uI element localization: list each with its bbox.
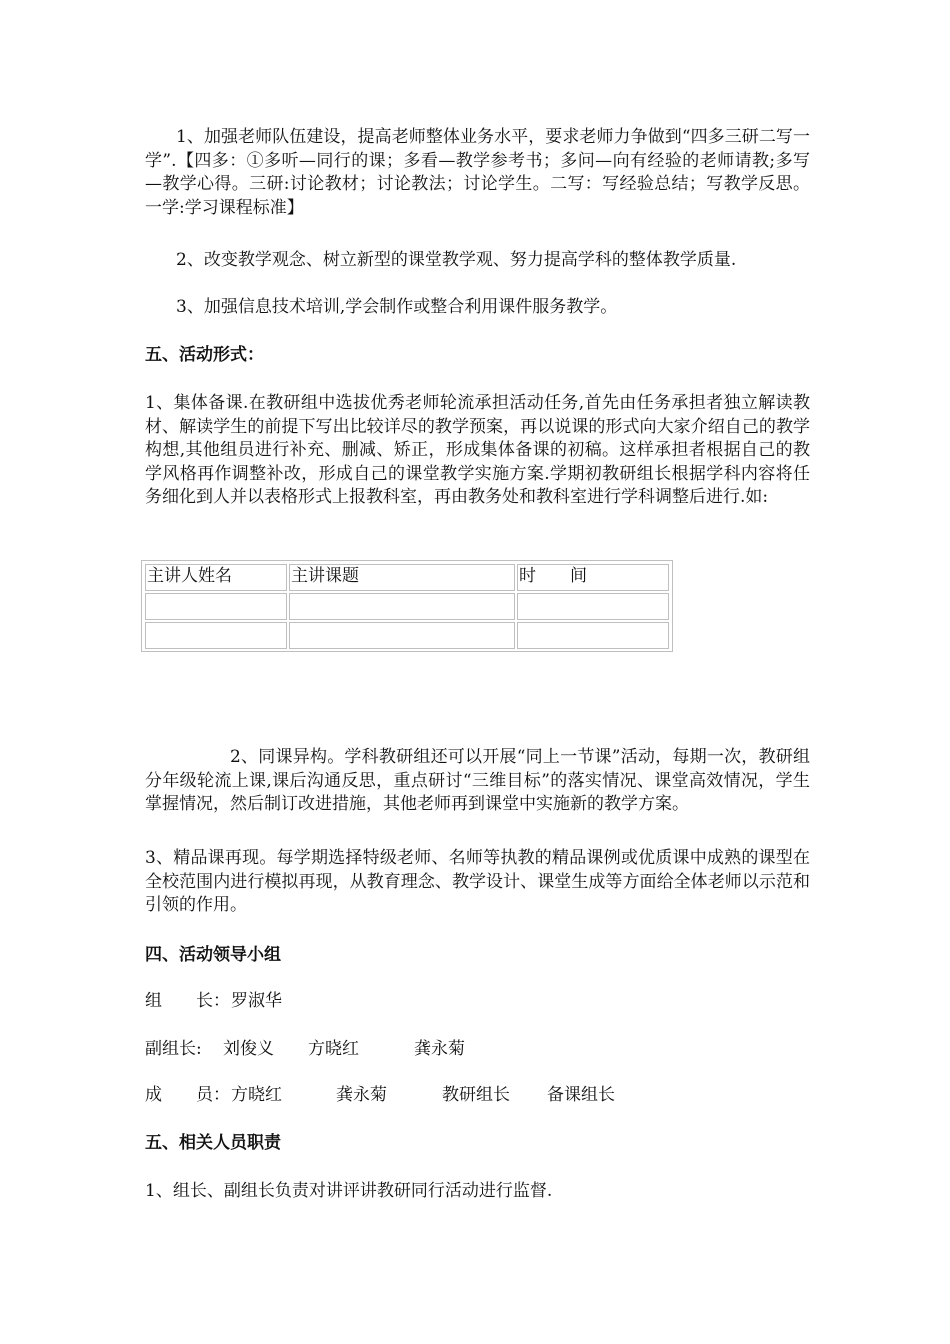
member-name: 备课组长 xyxy=(547,1085,615,1105)
member-name: 教研组长 xyxy=(442,1085,510,1105)
assignment-table xyxy=(141,560,673,652)
table-row xyxy=(145,622,669,649)
deputy-name: 刘俊义 xyxy=(223,1039,274,1059)
table-header-cell: 时 间 xyxy=(517,564,669,591)
table-cell xyxy=(145,593,287,620)
leader-label: 组 长： xyxy=(145,991,230,1011)
heading-responsibilities: 五、相关人员职责 xyxy=(145,1133,281,1153)
deputy-line xyxy=(145,1038,645,1061)
paragraph-collective-lesson-prep: 1、集体备课.在教研组中选拔优秀老师轮流承担活动任务,首先由任务承担者独立解读教材、解读学生的前提下写出比较详尽的教学预案，再以说课的形式向大家介绍自己的教学构想,其他组员进行补充、删减、矫正，形成集体备课的初稿。这样承担者根据自己的教学风格再作调整补改，形成自己的课堂教学实施方案.学期初教研组长根据学科内容将任务细化到人并以表格形式上报教科室，再由教务处和教科室进行学科调整后进行.如: xyxy=(145,393,810,507)
deputy-name: 方晓红 xyxy=(308,1039,359,1059)
paragraph-teaching-concept: 2、改变教学观念、树立新型的课堂教学观、努力提高学科的整体教学质量. xyxy=(176,250,737,270)
leader-name: 罗淑华 xyxy=(231,991,282,1011)
table-cell xyxy=(289,622,515,649)
deputy-label: 副组长: xyxy=(145,1039,202,1059)
paragraph-same-lesson: 2、同课异构。学科教研组还可以开展“同上一节课”活动，每期一次，教研组分年级轮流上课,课后沟通反思，重点研讨“三维目标”的落实情况、课堂高效情况，学生掌握情况，然后制订改进措施，其他老师再到课堂中实施新的教学方案。 xyxy=(145,747,810,814)
table-header-row xyxy=(145,564,669,591)
member-name: 龚永菊 xyxy=(336,1085,387,1105)
heading-activity-forms: 五、活动形式： xyxy=(145,345,264,365)
member-name: 方晓红 xyxy=(231,1085,282,1105)
table-cell xyxy=(517,622,669,649)
table-cell xyxy=(289,593,515,620)
paragraph-it-training: 3、加强信息技术培训,学会制作或整合利用课件服务教学。 xyxy=(176,297,618,317)
table-row xyxy=(145,593,669,620)
leader-line xyxy=(145,990,545,1013)
member-line xyxy=(145,1084,745,1107)
table-cell xyxy=(145,622,287,649)
paragraph-leader-duty: 1、组长、副组长负责对讲评讲教研同行活动进行监督. xyxy=(145,1181,553,1201)
paragraph-quality-lesson: 3、精品课再现。每学期选择特级老师、名师等执教的精品课例或优质课中成熟的课型在全校范围内进行模拟再现，从教育理念、教学设计、课堂生成等方面给全体老师以示范和引领的作用。 xyxy=(145,848,810,915)
member-label: 成 员： xyxy=(145,1085,230,1105)
table-header-cell: 主讲人姓名 xyxy=(145,564,287,591)
table-header-cell: 主讲课题 xyxy=(289,564,515,591)
deputy-name: 龚永菊 xyxy=(414,1039,465,1059)
table-cell xyxy=(517,593,669,620)
heading-leadership-group: 四、活动领导小组 xyxy=(145,945,281,965)
paragraph-teacher-team: 1、加强老师队伍建设，提高老师整体业务水平，要求老师力争做到“四多三研二写一学”.【四多：①多听—同行的课；多看—教学参考书；多问—向有经验的老师请教;多写—教学心得。三研:讨论教材；讨论教法；讨论学生。二写：写经验总结；写教学反思。一学:学习课程标准】 xyxy=(145,127,810,218)
